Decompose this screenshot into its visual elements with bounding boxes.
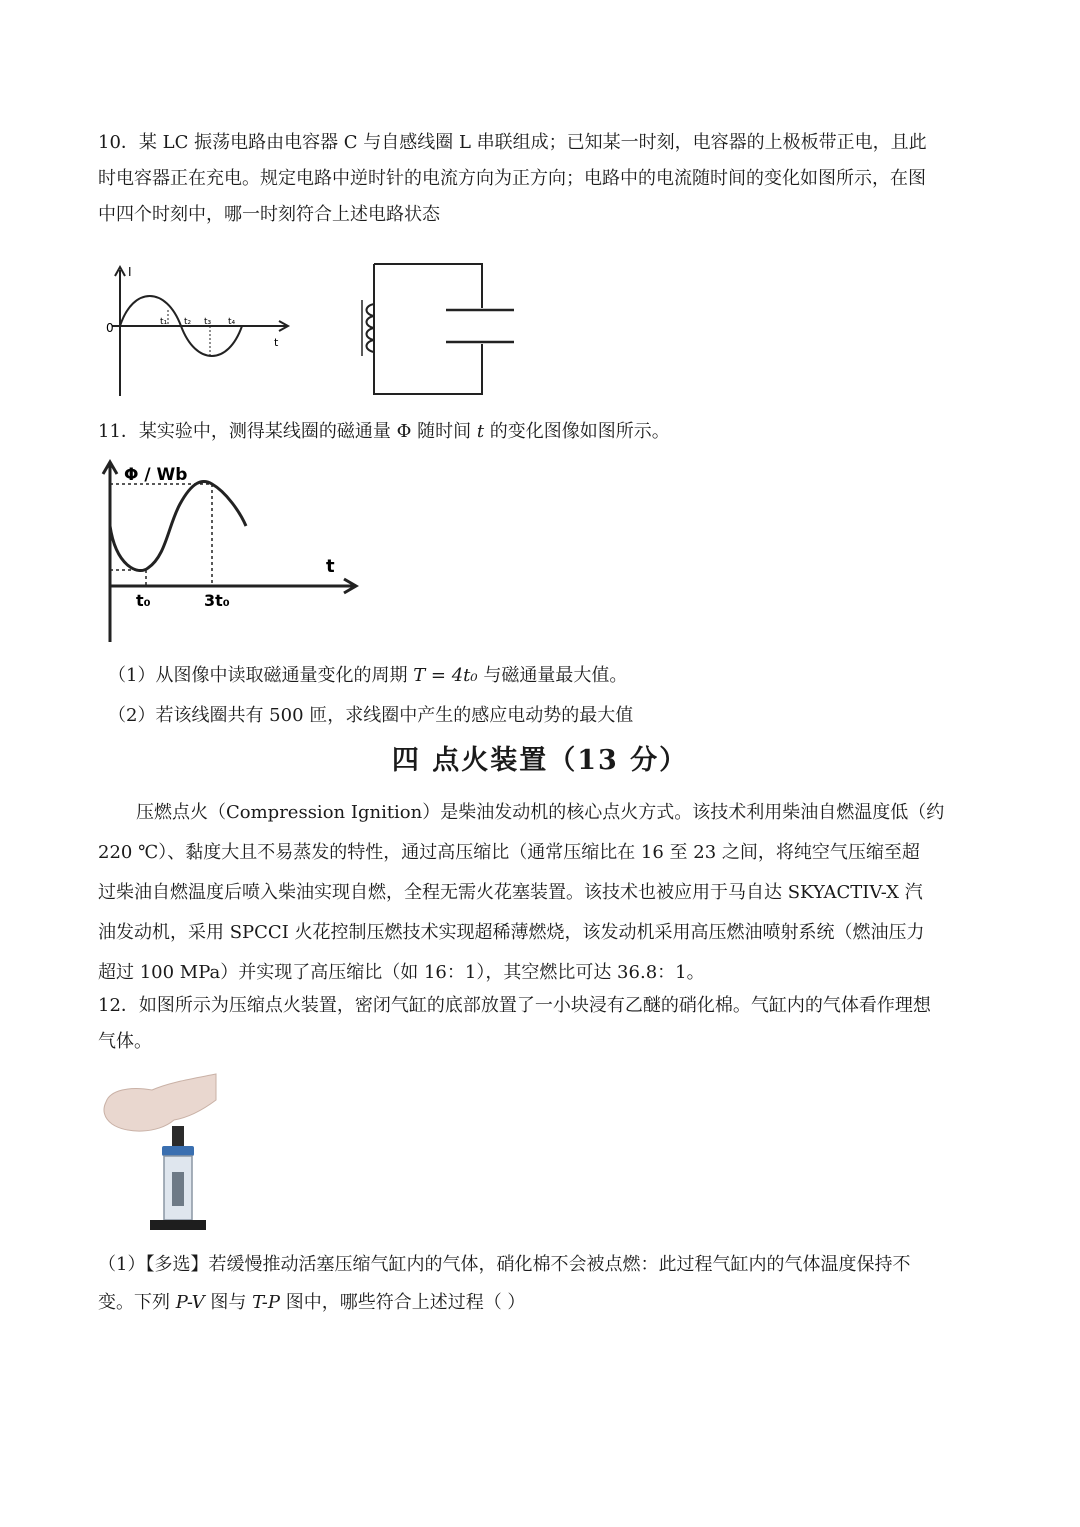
piston-inner xyxy=(172,1172,184,1206)
cylinder-base xyxy=(150,1220,206,1230)
q10-tick-t2: t₂ xyxy=(184,317,192,327)
passage-line1: 压燃点火（Compression Ignition）是柴油发动机的核心点火方式。该技术利用柴油自燃温度低（约 xyxy=(136,802,945,823)
q12-text xyxy=(98,988,983,1060)
q10-line1: 10．某 LC 振荡电路由电容器 C 与自感线圈 L 串联组成；已知某一时刻，电容器的上极板带正电，且此 xyxy=(98,132,927,153)
q12-line2: 气体。 xyxy=(98,1031,152,1052)
q11-flux-curve xyxy=(110,481,246,570)
q11-flux-graph xyxy=(98,456,368,646)
q10-current-graph xyxy=(98,262,298,400)
q11-tick-3t0: 3t₀ xyxy=(204,591,230,610)
q10-origin-label: 0 xyxy=(106,321,114,335)
section-title: 四 点火装置（13 分） xyxy=(391,745,689,776)
piston-rod xyxy=(172,1126,184,1148)
passage xyxy=(98,793,983,993)
q10-text xyxy=(98,125,983,233)
compression-ignition-device-image xyxy=(100,1072,230,1240)
circuit-wire-bottom xyxy=(374,264,482,394)
inductor-coil xyxy=(367,304,375,352)
q12-sub1-line2: 变。下列 P-V 图与 T-P 图中，哪些符合上述过程（ ） xyxy=(98,1292,526,1313)
q11-x-label: t xyxy=(326,556,335,577)
q11-sub2: （2）若该线圈共有 500 匝，求线圈中产生的感应电动势的最大值 xyxy=(108,705,634,726)
passage-line3: 过柴油自燃温度后喷入柴油实现自燃，全程无需火花塞装置。该技术也被应用于马自达 SKYACTIV-X 汽 xyxy=(98,882,923,903)
q10-line3: 中四个时刻中，哪一时刻符合上述电路状态 xyxy=(98,204,440,225)
q12-sub1-line1: （1）【多选】若缓慢推动活塞压缩气缸内的气体，硝化棉不会被点燃：此过程气缸内的气体温度保持不 xyxy=(98,1254,911,1275)
passage-line4: 油发动机，采用 SPCCI 火花控制压燃技术实现超稀薄燃烧，该发动机采用高压燃油喷射系统（燃油压力 xyxy=(98,922,925,943)
hand-shape xyxy=(104,1074,216,1131)
q10-line2: 时电容器正在充电。规定电路中逆时针的电流方向为正方向；电路中的电流随时间的变化如图所示，在图 xyxy=(98,168,926,189)
q11-intro: 11．某实验中，测得某线圈的磁通量 Φ 随时间 t 的变化图像如图所示。 xyxy=(98,421,670,442)
q10-tick-t1: t₁ xyxy=(160,317,168,327)
q10-y-label: I xyxy=(128,265,132,279)
q10-x-label: t xyxy=(274,336,279,349)
q11-tick-t0: t₀ xyxy=(136,591,151,610)
q12-line1: 12．如图所示为压缩点火装置，密闭气缸的底部放置了一小块浸有乙醚的硝化棉。气缸内的气体看作理想 xyxy=(98,995,931,1016)
q12-sub1 xyxy=(98,1246,983,1322)
q10-lc-circuit xyxy=(350,260,520,400)
circuit-wire-top xyxy=(374,264,482,308)
q10-tick-t3: t₃ xyxy=(204,317,212,327)
passage-line2: 220 ℃）、黏度大且不易蒸发的特性，通过高压缩比（通常压缩比在 16 至 23 之间，将纯空气压缩至超 xyxy=(98,842,920,863)
q11-sub1: （1）从图像中读取磁通量变化的周期 T = 4t₀ 与磁通量最大值。 xyxy=(108,665,628,686)
q11-y-label: Φ / Wb xyxy=(124,465,188,485)
cylinder-cap xyxy=(162,1146,194,1156)
q10-tick-t4: t₄ xyxy=(228,317,236,327)
passage-line5: 超过 100 MPa）并实现了高压缩比（如 16：1），其空燃比可达 36.8：1。 xyxy=(98,962,705,983)
